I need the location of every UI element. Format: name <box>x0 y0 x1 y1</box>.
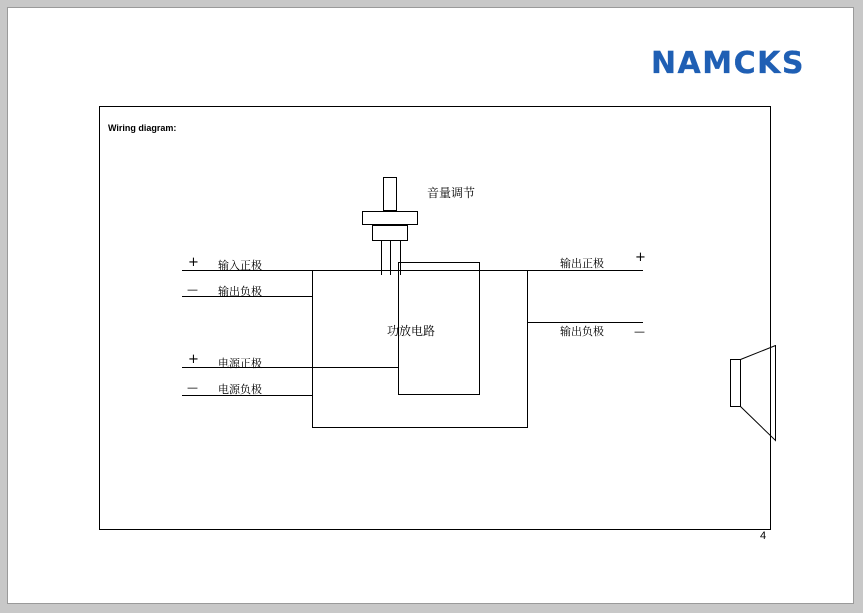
input-positive-label: 输入正极 <box>218 259 262 272</box>
wire-power-positive <box>182 367 398 368</box>
volume-knob-body <box>362 211 418 225</box>
power-positive-label: 电源正极 <box>218 357 262 370</box>
output-negative-label: 输出负极 <box>560 325 604 338</box>
volume-label: 音量调节 <box>427 186 476 200</box>
output-positive-label: 输出正极 <box>560 257 604 270</box>
power-negative-label: 电源负极 <box>218 383 262 396</box>
speaker-negative-sign: — <box>634 325 645 338</box>
volume-knob-shaft <box>383 177 397 211</box>
power-positive-sign: + <box>188 352 199 367</box>
speaker-symbol <box>730 345 788 458</box>
speaker-positive-sign: + <box>635 250 646 265</box>
input-negative-label: 输出负极 <box>218 285 262 298</box>
input-positive-sign: + <box>188 255 199 270</box>
page-number: 4 <box>760 530 767 542</box>
volume-potentiometer-body <box>372 225 408 241</box>
power-negative-sign: — <box>187 381 198 394</box>
input-negative-sign: — <box>187 283 198 296</box>
document-page <box>7 7 854 604</box>
amplifier-circuit-label: 功放电路 <box>387 324 436 338</box>
diagram-title: Wiring diagram: <box>108 123 177 133</box>
wire-input-positive <box>182 270 398 271</box>
brand-logo: NAMCKS <box>650 46 805 81</box>
wiring-diagram-frame <box>99 106 771 530</box>
